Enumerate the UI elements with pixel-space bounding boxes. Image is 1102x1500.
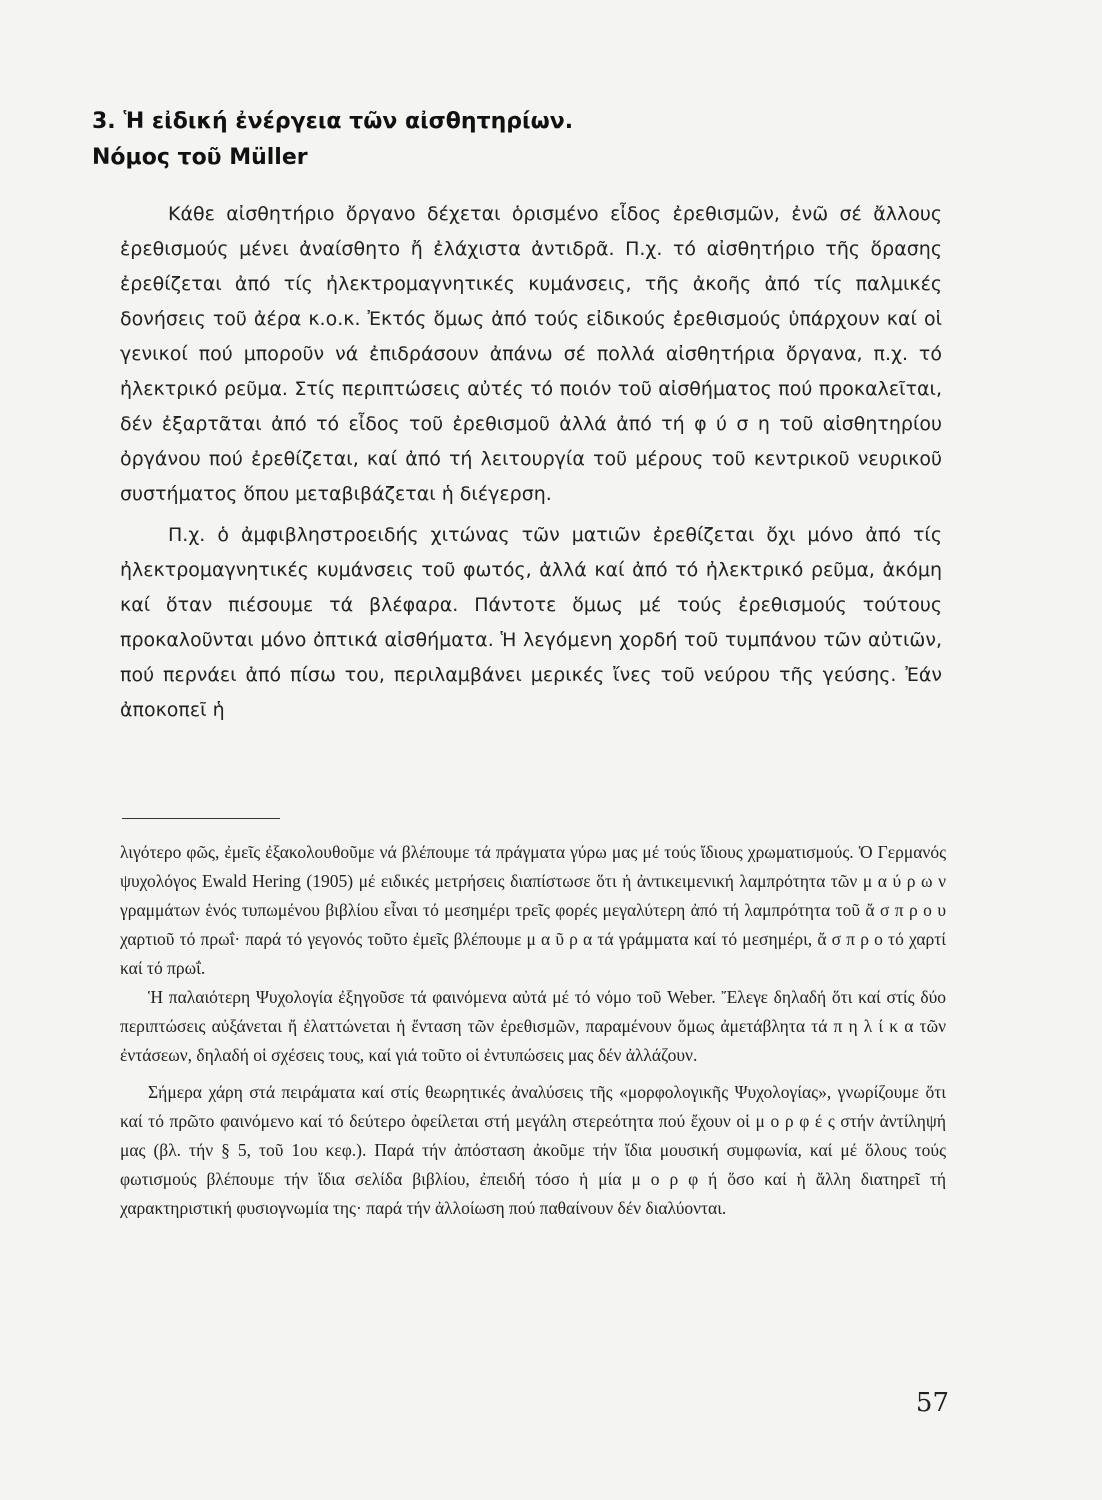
footnote-continuation: λιγότερο φῶς, ἐμεῖς ἐξακολουθοῦμε νά βλέπουμε τά πράγματα γύρω μας μέ τούς ἴδιους χρωματισμούς. Ὁ Γερμανός ψυχολόγος Ewald Hering (1905) μέ ειδικές μετρήσεις διαπίστωσε ὅτι ἡ ἀντικειμενική λαμπρότητα τῶν μ α ύ ρ ω ν γραμμάτων ἑνός τυπωμένου βιβλίου εἶναι τό μεσημέρι τρεῖς φορές μεγαλύτερη ἀπό τή λαμπρότητα τοῦ ἄ σ π ρ ο υ χαρτιοῦ τό πρωΐ· παρά τό γεγονός τοῦτο ἐμεῖς βλέπουμε μ α ῦ ρ α τά γράμματα καί τό μεσημέρι, ἄ σ π ρ ο τό χαρτί καί τό πρωΐ. xyxy=(120,842,946,978)
page-number: 57 xyxy=(915,1388,949,1418)
section-subtitle: Νόμος τοῦ Müller xyxy=(92,145,308,170)
paragraph-2: Π.χ. ὁ ἀμφιβληστροειδής χιτώνας τῶν ματιῶν ἐρεθίζεται ὄχι μόνο ἀπό τίς ἠλεκτρομαγνητικές κυμάνσεις τοῦ φωτός, ἀλλά καί ἀπό τό ἠλεκτρικό ρεῦμα, ἀκόμη καί ὅταν πιέσουμε τά βλέφαρα. Πάντοτε ὅμως μέ τούς ἐρεθισμούς τούτους προκαλοῦνται μόνο ὀπτικά αἰσθήματα. Ἡ λεγόμενη χορδή τοῦ τυμπάνου τῶν αὐτιῶν, πού περνάει ἀπό πίσω του, περιλαμβάνει μερικές ἴνες τοῦ νεύρου τῆς γεύσης. Ἐάν ἀποκοπεῖ ἡ xyxy=(120,524,942,721)
section-heading xyxy=(92,104,573,176)
main-text xyxy=(120,197,942,728)
footnote-rule xyxy=(122,818,280,819)
footnotes xyxy=(120,838,946,1223)
paragraph-1: Κάθε αἰσθητήριο ὄργανο δέχεται ὁρισμένο εἶδος ἐρεθισμῶν, ἐνῶ σέ ἄλλους ἐρεθισμούς μένει ἀναίσθητο ἤ ἐλάχιστα ἀντιδρᾶ. Π.χ. τό αἰσθητήριο τῆς ὅρασης ἐρεθίζεται ἀπό τίς ἠλεκτρομαγνητικές κυμάνσεις, τῆς ἀκοῆς ἀπό τίς παλμικές δονήσεις τοῦ ἀέρα κ.ο.κ. Ἐκτός ὅμως ἀπό τούς εἰδικούς ἐρεθισμούς ὑπάρχουν καί οἱ γενικοί πού μποροῦν νά ἐπιδράσουν ἀπάνω σέ πολλά αἰσθητήρια ὄργανα, π.χ. τό ἠλεκτρικό ρεῦμα. Στίς περιπτώσεις αὐτές τό ποιόν τοῦ αἰσθήματος πού προκαλεῖται, δέν ἐξαρτᾶται ἀπό τό εἶδος τοῦ ἐρεθισμοῦ ἀλλά ἀπό τή φ ύ σ η τοῦ αἰσθητηρίου ὀργάνου πού ἐρεθίζεται, καί ἀπό τή λειτουργία τοῦ μέρους τοῦ κεντρικοῦ νευρικοῦ συστήματος ὅπου μεταβιβάζεται ἡ διέγερση. xyxy=(120,203,942,505)
footnote-paragraph-gestalt: Σήμερα χάρη στά πειράματα καί στίς θεωρητικές ἀναλύσεις τῆς «μορφολογικῆς Ψυχολογίας», γνωρίζουμε ὅτι καί τό πρῶτο φαινόμενο καί τό δεύτερο ὀφείλεται στή μεγάλη στερεότητα πού ἔχουν οἱ μ ο ρ φ έ ς στήν ἀντίληψή μας (βλ. τήν § 5, τοῦ 1ου κεφ.). Παρά τήν ἀπόσταση ἀκοῦμε τήν ἴδια μουσική συμφωνία, καί μέ ὅλους τούς φωτισμούς βλέπουμε τήν ἴδια σελίδα βιβλίου, ἐπειδή τόσο ἡ μία μ ο ρ φ ή ὅσο καί ἡ ἄλλη διατηρεῖ τή χαρακτηριστική φυσιογνωμία της· παρά τήν ἀλλοίωση πού παθαίνουν δέν διαλύονται. xyxy=(120,1082,946,1218)
footnote-paragraph-weber: Ἡ παλαιότερη Ψυχολογία ἐξηγοῦσε τά φαινόμενα αὐτά μέ τό νόμο τοῦ Weber. Ἔλεγε δηλαδή ὅτι καί στίς δύο περιπτώσεις αὐξάνεται ἤ ἐλαττώνεται ἡ ἔνταση τῶν ἐρεθισμῶν, παραμένουν ὅμως ἀμετάβλητα τά π η λ ί κ α τῶν ἐντάσεων, δηλαδή οἱ σχέσεις τους, καί γιά τοῦτο οἱ ἐντυπώσεις μας δέν ἀλλάζουν. xyxy=(120,987,946,1065)
section-title: 3. Ἡ εἰδική ἐνέργεια τῶν αἰσθητηρίων. xyxy=(92,109,574,134)
